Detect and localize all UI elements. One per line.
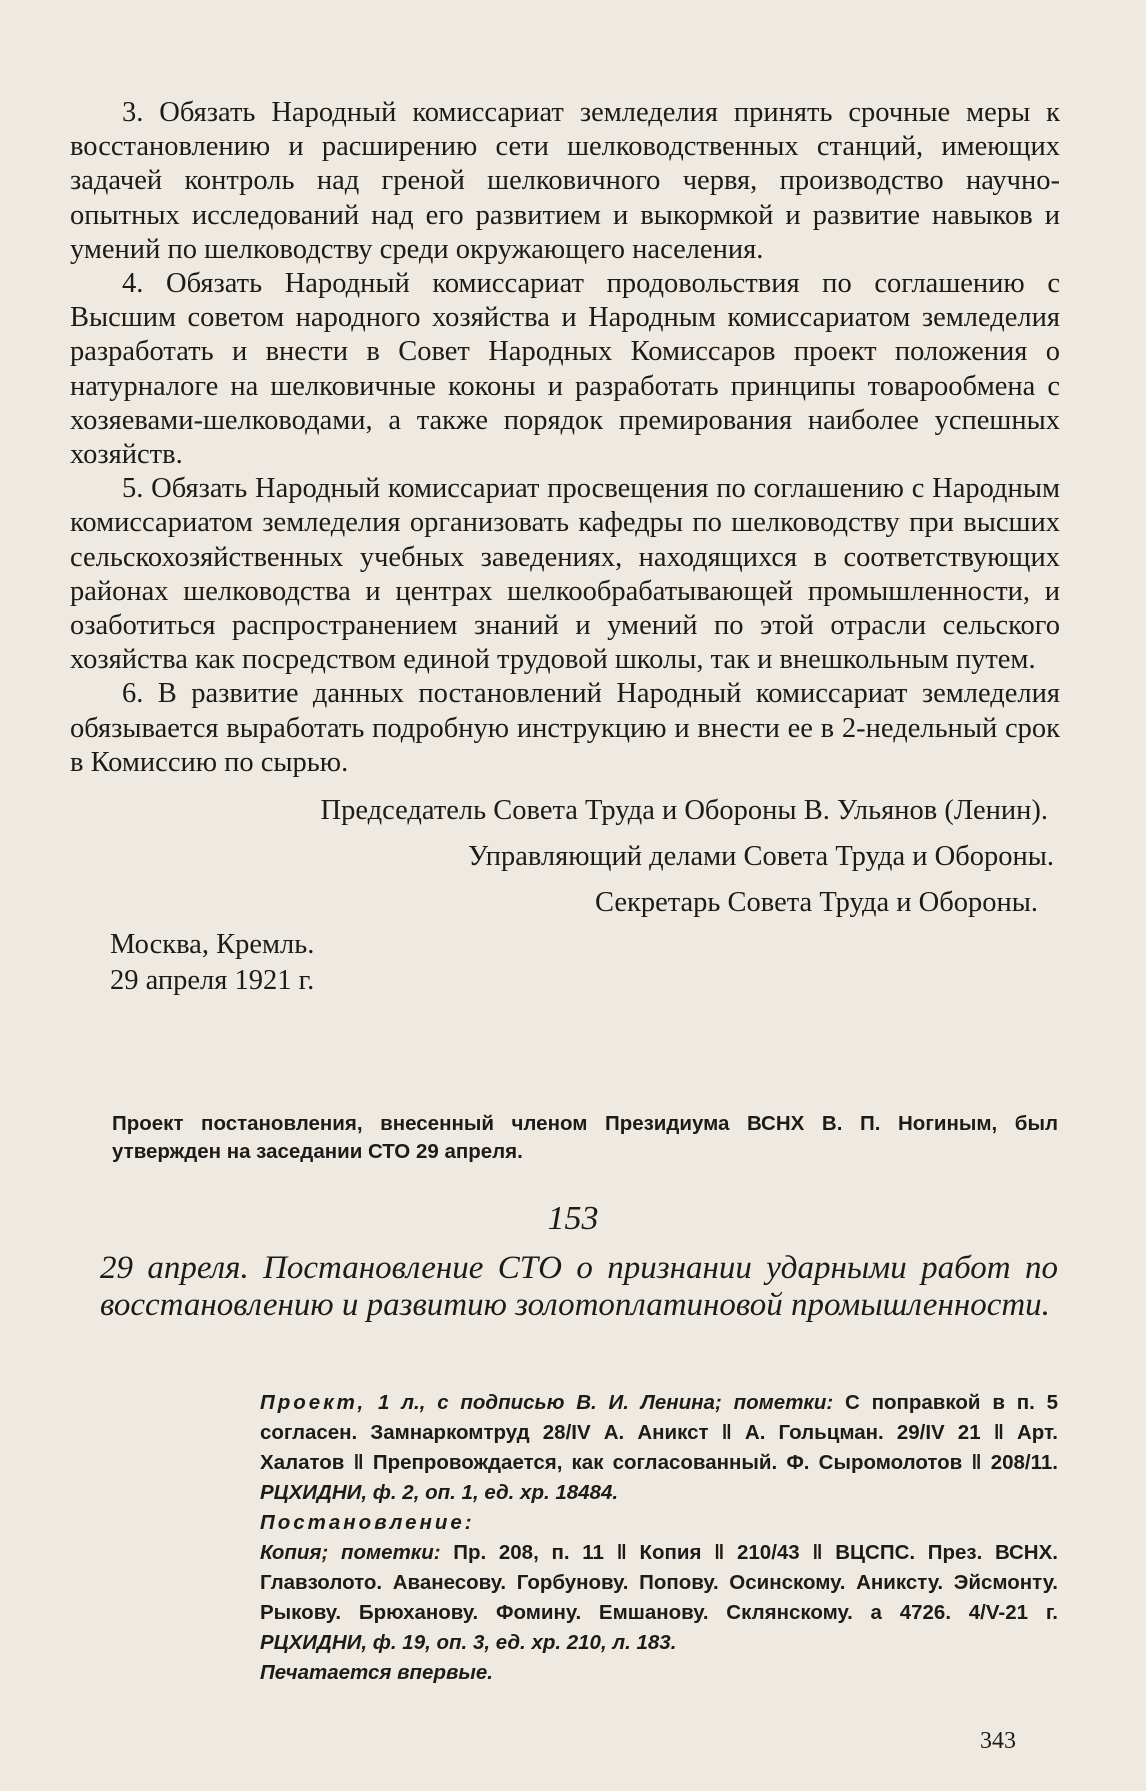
document-number: 153 <box>547 1200 599 1237</box>
document-heading: 29 апреля. Постановление СТО о признании ударными работ по восстановлению и развитию золотоплатиновой промышленности. <box>100 1250 1058 1323</box>
copy-label: Копия; пометки: <box>260 1541 441 1564</box>
copy-archive-ref: РЦХИДНИ, ф. 19, оп. 3, ед. хр. 210, л. 183. <box>260 1631 677 1654</box>
date: 29 апреля 1921 г. <box>110 965 315 997</box>
editorial-note: Проект постановления, внесенный членом Президиума ВСНХ В. П. Ногиным, был утвержден на заседании СТО 29 апреля. <box>112 1112 1058 1163</box>
draft-description: 1 л., с подписью В. И. Ленина; пометки: <box>378 1391 834 1414</box>
chairman-signature: Председатель Совета Труда и Обороны В. Ульянов (Ленин). <box>320 795 1048 827</box>
secretary-signature: Секретарь Совета Труда и Обороны. <box>594 887 1038 919</box>
paragraph-6: 6. В развитие данных постановлений Народный комиссариат земледелия обязывается выработать подробную инструкцию и внести ее в 2-недельный срок в Комиссию по сырью. <box>70 678 1060 778</box>
manager-signature: Управляющий делами Совета Труда и Обороны. <box>468 841 1054 873</box>
paragraph-3: 3. Обязать Народный комиссариат земледелия принять срочные меры к восстановлению и расширению сети шелководственных станций, имеющих задачей контроль над греной шелковичного червя, производство научно-опытных исследований над его развитием и выкормкой и развитие навыков и умений по шелководству среди окружающего населения. <box>70 97 1060 265</box>
signature-block <box>70 788 1060 926</box>
paragraph-4: 4. Обязать Народный комиссариат продовольствия по соглашению с Высшим советом народного хозяйства и Народным комиссариатом земледелия разработать и внести в Совет Народных Комиссаров проект положения о натурналоге на шелковичные коконы и разработать принципы товарообмена с хозяевами-шелководами, а также порядок премирования наиболее успешных хозяйств. <box>70 268 1060 471</box>
decree-label: Постановление: <box>260 1511 475 1534</box>
copy-notes: Пр. 208, п. 11 ‖ Копия ‖ 210/43 ‖ ВЦСПС. През. ВСНХ. Главзолото. Аванесову. Горбунову. Попову. Осинскому. Аниксту. Эйсмонту. Рыкову. Брюханову. Фомину. Емшанову. Склянскому. а 4726. 4/V-21 г. <box>260 1541 1058 1624</box>
printed-first-time: Печатается впервые. <box>260 1661 493 1684</box>
paragraph-5: 5. Обязать Народный комиссариат просвещения по соглашению с Народным комиссариатом земледелия организовать кафедры по шелководству при высших сельскохозяйственных учебных заведениях, находящихся в соответствующих районах шелководства и центрах шелкообрабатывающей промышленности, и озаботиться распространением знаний и умений по этой отрасли сельского хозяйства как посредством единой трудовой школы, так и внешкольным путем. <box>70 473 1060 676</box>
draft-notes: С поправкой в п. 5 согласен. Замнаркомтруд 28/IV А. Аникст ‖ А. Гольцман. 29/IV 21 ‖ Арт. Халатов ‖ Препровождается, как согласованный. Ф. Сыромолотов ‖ 208/11. <box>260 1391 1058 1474</box>
copy-reference <box>112 1538 1058 1658</box>
draft-archive-ref: РЦХИДНИ, ф. 2, оп. 1, ед. хр. 18484. <box>260 1481 619 1504</box>
page-number: 343 <box>980 1728 1016 1754</box>
decree-body <box>70 96 1060 998</box>
place: Москва, Кремль. <box>110 929 315 961</box>
archive-references <box>112 1388 1058 1688</box>
draft-label: Проект, <box>260 1391 367 1414</box>
draft-reference <box>112 1388 1058 1508</box>
